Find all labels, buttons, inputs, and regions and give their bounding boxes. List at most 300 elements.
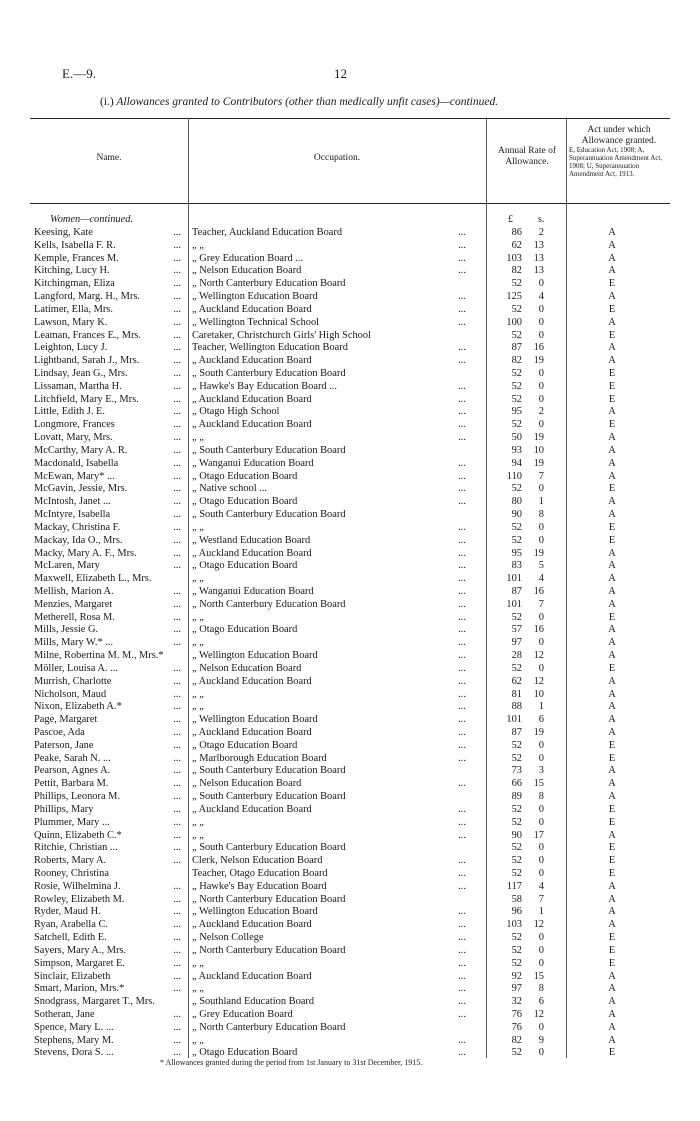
- name-cell: [34, 714, 184, 727]
- leader-dots: ...: [458, 752, 466, 764]
- rate-shillings: 12: [533, 650, 544, 662]
- table-row: [0, 1022, 700, 1035]
- leader-dots: ...: [173, 688, 181, 700]
- name-cell: [34, 560, 184, 573]
- table-row: [0, 1009, 700, 1022]
- table-row: [0, 240, 700, 253]
- column-header-act: Act under which Allowance granted.: [581, 125, 657, 146]
- rate-pounds: 92: [511, 970, 522, 982]
- rate-shillings: 5: [538, 560, 544, 572]
- act-cell: E: [608, 855, 616, 867]
- table-row: [0, 368, 700, 381]
- table-row: [0, 958, 700, 971]
- rate-shillings: 0: [538, 752, 544, 764]
- act-cell: A: [608, 765, 616, 777]
- rate-shillings: 0: [538, 419, 544, 431]
- table-row: [0, 253, 700, 266]
- rate-pounds: 52: [511, 419, 522, 431]
- leader-dots: ...: [458, 1034, 466, 1046]
- name-cell: [34, 573, 184, 586]
- name-cell: [34, 624, 184, 637]
- rate-shillings: 16: [533, 624, 544, 636]
- name-cell-text: Rosie, Wilhelmina J.: [34, 880, 121, 892]
- leader-dots: ...: [458, 739, 466, 751]
- table-row: [0, 765, 700, 778]
- rate-pounds: 52: [511, 752, 522, 764]
- name-cell: [34, 894, 184, 907]
- occupation-cell-text: „ South Canterbury Education Board: [192, 444, 346, 456]
- occupation-cell: [192, 458, 472, 471]
- leader-dots: ...: [173, 1009, 181, 1021]
- name-cell-text: Phillips, Mary: [34, 803, 94, 815]
- rate-shillings: 6: [538, 714, 544, 726]
- leader-dots: ...: [173, 380, 181, 392]
- occupation-cell-text: „ Wellington Education Board: [192, 650, 318, 662]
- rate-pounds: 90: [511, 509, 522, 521]
- leader-dots: ...: [458, 816, 466, 828]
- leader-dots: ...: [458, 868, 466, 879]
- name-cell-text: Smart, Marion, Mrs.*: [34, 983, 125, 995]
- rate-pounds: 52: [511, 957, 522, 969]
- act-cell: A: [608, 829, 616, 841]
- leader-dots: ...: [173, 624, 181, 636]
- occupation-cell: [192, 830, 472, 843]
- leader-dots: ...: [173, 726, 181, 738]
- act-cell: A: [608, 598, 616, 610]
- table-row: [0, 663, 700, 676]
- leader-dots: ...: [458, 829, 466, 841]
- rate-pounds: 93: [511, 444, 522, 456]
- leader-dots: ...: [458, 355, 466, 367]
- leader-dots: ...: [173, 919, 181, 931]
- leader-dots: ...: [173, 1034, 181, 1046]
- leader-dots: ...: [458, 1047, 466, 1059]
- name-cell: [34, 983, 184, 996]
- occupation-cell: [192, 650, 472, 663]
- act-cell: E: [608, 944, 616, 956]
- occupation-cell: [192, 971, 472, 984]
- occupation-cell: [192, 791, 472, 804]
- name-cell-text: Quinn, Elizabeth C.*: [34, 829, 122, 841]
- table-row: [0, 458, 700, 471]
- occupation-cell-text: Teacher, Otago Education Board: [192, 868, 328, 879]
- act-cell: A: [608, 1021, 616, 1033]
- act-cell: A: [608, 496, 616, 508]
- act-cell: A: [608, 791, 616, 803]
- name-cell: [34, 394, 184, 407]
- occupation-cell: [192, 419, 472, 432]
- name-cell-text: Lightband, Sarah J., Mrs.: [34, 355, 140, 367]
- rate-pounds: 62: [511, 675, 522, 687]
- rate-shillings: 7: [538, 470, 544, 482]
- rate-pounds: 80: [511, 496, 522, 508]
- rate-pounds: 89: [511, 791, 522, 803]
- table-row: [0, 971, 700, 984]
- name-cell: [34, 432, 184, 445]
- column-header-rate: Annual Rate of Allowance.: [497, 146, 557, 167]
- leader-dots: ...: [173, 957, 181, 969]
- leader-dots: ...: [458, 855, 466, 867]
- rate-shillings: 0: [538, 1047, 544, 1059]
- rate-shillings: 0: [538, 637, 544, 649]
- act-cell: A: [608, 291, 616, 303]
- table-row: [0, 676, 700, 689]
- table-row: [0, 637, 700, 650]
- table-row: [0, 727, 700, 740]
- occupation-cell-text: „ Auckland Education Board: [192, 675, 312, 687]
- name-cell: [34, 701, 184, 714]
- rate-shillings: 0: [538, 739, 544, 751]
- rate-shillings: 0: [538, 662, 544, 674]
- leader-dots: ...: [173, 252, 181, 264]
- act-cell: A: [608, 906, 616, 918]
- leader-dots: ...: [173, 791, 181, 803]
- leader-dots: ...: [458, 880, 466, 892]
- name-cell: [34, 740, 184, 753]
- column-header-name: Name.: [96, 153, 122, 163]
- name-cell-text: Murrish, Charlotte: [34, 675, 112, 687]
- rate-shillings: 10: [533, 688, 544, 700]
- name-cell: [34, 663, 184, 676]
- table-row: [0, 471, 700, 484]
- act-cell: A: [608, 970, 616, 982]
- name-cell-text: McLaren, Mary: [34, 560, 100, 572]
- rate-shillings: 0: [538, 957, 544, 969]
- rate-shillings: 19: [533, 547, 544, 559]
- occupation-cell: [192, 714, 472, 727]
- table-row: [0, 317, 700, 330]
- occupation-cell-text: „ Auckland Education Board: [192, 547, 312, 559]
- leader-dots: ...: [173, 547, 181, 559]
- occupation-cell: [192, 881, 472, 894]
- act-cell: A: [608, 675, 616, 687]
- leader-dots: ...: [173, 406, 181, 418]
- table-row: [0, 714, 700, 727]
- rate-pounds: 52: [511, 278, 522, 290]
- act-cell: A: [608, 983, 616, 995]
- rate-shillings: 8: [538, 509, 544, 521]
- occupation-cell-text: Clerk, Nelson Education Board: [192, 855, 323, 867]
- occupation-cell-text: „ Otago Education Board: [192, 624, 298, 636]
- leader-dots: ...: [458, 675, 466, 687]
- rate-shillings: 1: [538, 496, 544, 508]
- leader-dots: ...: [173, 880, 181, 892]
- occupation-cell-text: „ South Canterbury Education Board: [192, 842, 346, 854]
- name-cell-text: Möller, Louisa A. ...: [34, 662, 118, 674]
- page-number: 12: [334, 66, 347, 81]
- leader-dots: ...: [458, 585, 466, 597]
- name-cell-text: Mackay, Ida O., Mrs.: [34, 534, 123, 546]
- occupation-cell: [192, 560, 472, 573]
- act-cell: A: [608, 714, 616, 726]
- name-cell-text: McEwan, Mary* ...: [34, 470, 115, 482]
- leader-dots: ...: [173, 675, 181, 687]
- leader-dots: ...: [173, 393, 181, 405]
- table-row: [0, 1035, 700, 1048]
- name-cell: [34, 317, 184, 330]
- name-cell-text: Sayers, Mary A., Mrs.: [34, 944, 127, 956]
- name-cell: [34, 458, 184, 471]
- occupation-cell-text: „ Otago Education Board: [192, 470, 298, 482]
- occupation-cell-text: „ Marlborough Education Board: [192, 752, 327, 764]
- occupation-cell-text: „ South Canterbury Education Board: [192, 791, 346, 803]
- act-cell: A: [608, 227, 616, 238]
- rate-shillings: 19: [533, 432, 544, 444]
- leader-dots: ...: [458, 662, 466, 674]
- table-row: [0, 535, 700, 548]
- occupation-cell-text: „ Nelson Education Board: [192, 265, 302, 277]
- rate-pounds: 32: [511, 996, 522, 1008]
- leader-dots: ...: [173, 893, 181, 905]
- table-row: [0, 753, 700, 766]
- name-cell: [34, 227, 184, 240]
- occupation-cell-text: „ „: [192, 957, 204, 969]
- occupation-cell: [192, 765, 472, 778]
- table-row: [0, 265, 700, 278]
- rate-pounds: 88: [511, 701, 522, 713]
- table-top-rule: [30, 118, 670, 119]
- leader-dots: ...: [173, 419, 181, 431]
- name-cell-text: Leaman, Frances E., Mrs.: [34, 329, 142, 341]
- leader-dots: ...: [458, 380, 466, 392]
- occupation-cell: [192, 381, 472, 394]
- name-cell-text: McIntosh, Janet ...: [34, 496, 111, 508]
- leader-dots: ...: [173, 714, 181, 726]
- rate-pounds: 52: [511, 932, 522, 944]
- name-cell-text: Lindsay, Jean G., Mrs.: [34, 368, 128, 380]
- table-row: [0, 483, 700, 496]
- leader-dots: ...: [458, 393, 466, 405]
- rate-pounds: 90: [511, 829, 522, 841]
- rate-pounds: 52: [511, 662, 522, 674]
- rate-shillings: 0: [538, 868, 544, 879]
- table-row: [0, 996, 700, 1009]
- leader-dots: ...: [458, 239, 466, 251]
- occupation-cell-text: „ Wellington Education Board: [192, 906, 318, 918]
- act-cell: A: [608, 919, 616, 931]
- act-cell: A: [608, 1009, 616, 1021]
- name-cell: [34, 842, 184, 855]
- leader-dots: ...: [458, 560, 466, 572]
- table-row: [0, 983, 700, 996]
- occupation-cell-text: „ Nelson Education Board: [192, 778, 302, 790]
- table-row: [0, 586, 700, 599]
- name-cell-text: Pascoe, Ada: [34, 726, 85, 738]
- name-cell: [34, 509, 184, 522]
- act-cell: A: [608, 893, 616, 905]
- occupation-cell: [192, 483, 472, 496]
- occupation-cell: [192, 906, 472, 919]
- name-cell: [34, 612, 184, 625]
- leader-dots: ...: [458, 547, 466, 559]
- name-cell: [34, 535, 184, 548]
- name-cell-text: Snodgrass, Margaret T., Mrs.: [34, 996, 155, 1008]
- act-cell: E: [608, 816, 616, 828]
- occupation-cell: [192, 689, 472, 702]
- act-cell: A: [608, 650, 616, 662]
- occupation-cell-text: „ „: [192, 1034, 204, 1046]
- occupation-cell: [192, 996, 472, 1009]
- subtitle-prefix: (i.): [100, 96, 114, 108]
- act-cell: A: [608, 406, 616, 418]
- act-cell: E: [608, 329, 616, 341]
- act-cell: E: [608, 803, 616, 815]
- occupation-cell-text: „ Hawke's Bay Education Board: [192, 880, 327, 892]
- occupation-cell: [192, 932, 472, 945]
- occupation-cell-text: „ North Canterbury Education Board: [192, 944, 346, 956]
- name-cell: [34, 522, 184, 535]
- rate-pounds: 52: [511, 521, 522, 533]
- occupation-cell: [192, 637, 472, 650]
- table-row: [0, 560, 700, 573]
- occupation-cell-text: „ Otago Education Board: [192, 496, 298, 508]
- rate-pounds: 52: [511, 739, 522, 751]
- act-cell: A: [608, 265, 616, 277]
- occupation-cell-text: „ South Canterbury Education Board: [192, 765, 346, 777]
- act-cell: E: [608, 957, 616, 969]
- name-cell-text: Metherell, Rosa M.: [34, 611, 115, 623]
- leader-dots: ...: [458, 534, 466, 546]
- name-cell-text: Kitchingman, Eliza: [34, 278, 115, 290]
- occupation-cell: [192, 586, 472, 599]
- table-row: [0, 432, 700, 445]
- leader-dots: ...: [458, 932, 466, 944]
- occupation-cell: [192, 1009, 472, 1022]
- rate-shillings: 0: [538, 932, 544, 944]
- leader-dots: ...: [458, 1009, 466, 1021]
- act-cell: A: [608, 316, 616, 328]
- name-cell-text: Longmore, Frances: [34, 419, 115, 431]
- name-cell: [34, 406, 184, 419]
- occupation-cell-text: „ Wellington Technical School: [192, 316, 320, 328]
- occupation-cell-text: „ Otago Education Board: [192, 739, 298, 751]
- occupation-cell-text: „ Wellington Education Board: [192, 714, 318, 726]
- name-cell: [34, 689, 184, 702]
- rate-pounds: 101: [506, 598, 522, 610]
- name-cell-text: Sotheran, Jane: [34, 1009, 95, 1021]
- name-cell-text: McGavin, Jessie, Mrs.: [34, 483, 128, 495]
- act-cell: A: [608, 726, 616, 738]
- name-cell-text: Litchfield, Mary E., Mrs.: [34, 393, 139, 405]
- leader-dots: ...: [173, 1021, 181, 1033]
- rate-pounds: 66: [511, 778, 522, 790]
- name-cell: [34, 676, 184, 689]
- occupation-cell-text: „ North Canterbury Education Board: [192, 598, 346, 610]
- rate-pounds: 52: [511, 303, 522, 315]
- rate-shillings: 19: [533, 726, 544, 738]
- rate-pounds: 52: [511, 803, 522, 815]
- occupation-cell-text: Teacher, Wellington Education Board: [192, 342, 348, 354]
- rate-shillings: 0: [538, 803, 544, 815]
- rate-pounds: 95: [511, 406, 522, 418]
- rate-pounds: 95: [511, 547, 522, 559]
- occupation-cell-text: „ „: [192, 239, 204, 251]
- name-cell-text: Nicholson, Maud: [34, 688, 107, 700]
- name-cell-text: Stephens, Mary M.: [34, 1034, 114, 1046]
- leader-dots: ...: [173, 752, 181, 764]
- leader-dots: ...: [458, 303, 466, 315]
- table-row: [0, 650, 700, 663]
- table-row: [0, 919, 700, 932]
- occupation-cell-text: „ „: [192, 521, 204, 533]
- rate-shillings: 0: [538, 329, 544, 341]
- rate-shillings: 0: [538, 368, 544, 380]
- occupation-cell-text: „ Grey Education Board: [192, 1009, 293, 1021]
- rate-pounds: 100: [506, 316, 522, 328]
- leader-dots: ...: [458, 406, 466, 418]
- rate-shillings: 0: [538, 611, 544, 623]
- rate-pounds: 97: [511, 983, 522, 995]
- leader-dots: ...: [173, 598, 181, 610]
- table-row: [0, 573, 700, 586]
- occupation-cell-text: „ Otago Education Board: [192, 1047, 298, 1059]
- rate-shillings: 0: [538, 303, 544, 315]
- act-cell: A: [608, 701, 616, 713]
- occupation-cell-text: „ Native school ...: [192, 483, 268, 495]
- name-cell: [34, 1009, 184, 1022]
- occupation-cell: [192, 291, 472, 304]
- rate-shillings: 8: [538, 791, 544, 803]
- table-row: [0, 419, 700, 432]
- occupation-cell: [192, 842, 472, 855]
- table-row: [0, 548, 700, 561]
- leader-dots: ...: [458, 778, 466, 790]
- name-cell-text: Satchell, Edith E.: [34, 932, 107, 944]
- rate-pounds: 52: [511, 842, 522, 854]
- occupation-cell: [192, 406, 472, 419]
- table-row: [0, 855, 700, 868]
- leader-dots: ...: [458, 637, 466, 649]
- leader-dots: ...: [173, 842, 181, 854]
- act-cell: E: [608, 483, 616, 495]
- name-cell: [34, 291, 184, 304]
- occupation-cell: [192, 432, 472, 445]
- name-cell: [34, 240, 184, 253]
- rate-pounds: 52: [511, 1047, 522, 1059]
- leader-dots: ...: [173, 560, 181, 572]
- table-row: [0, 394, 700, 407]
- occupation-cell: [192, 753, 472, 766]
- name-cell-text: Roberts, Mary A.: [34, 855, 107, 867]
- name-cell: [34, 496, 184, 509]
- name-cell-text: Page, Margaret: [34, 714, 98, 726]
- rate-shillings: 0: [538, 483, 544, 495]
- occupation-cell-text: „ North Canterbury Education Board: [192, 893, 346, 905]
- leader-dots: ...: [173, 227, 181, 238]
- rate-shillings: 13: [533, 239, 544, 251]
- leader-dots: ...: [458, 970, 466, 982]
- name-cell: [34, 330, 184, 343]
- table-row: [0, 817, 700, 830]
- occupation-cell: [192, 535, 472, 548]
- leader-dots: ...: [173, 509, 181, 521]
- name-cell-text: McIntyre, Isabella: [34, 509, 111, 521]
- table-row: [0, 830, 700, 843]
- rate-shillings: 16: [533, 585, 544, 597]
- rate-pounds: 28: [511, 650, 522, 662]
- rate-pounds: 125: [506, 291, 522, 303]
- name-cell: [34, 342, 184, 355]
- name-cell-text: Mackay, Christina F.: [34, 521, 121, 533]
- occupation-cell: [192, 253, 472, 266]
- table-row: [0, 445, 700, 458]
- leader-dots: ...: [173, 496, 181, 508]
- rate-pounds: 76: [511, 1021, 522, 1033]
- rate-pounds: 103: [506, 919, 522, 931]
- rate-pounds: 52: [511, 816, 522, 828]
- rate-shillings: 13: [533, 265, 544, 277]
- occupation-cell: [192, 958, 472, 971]
